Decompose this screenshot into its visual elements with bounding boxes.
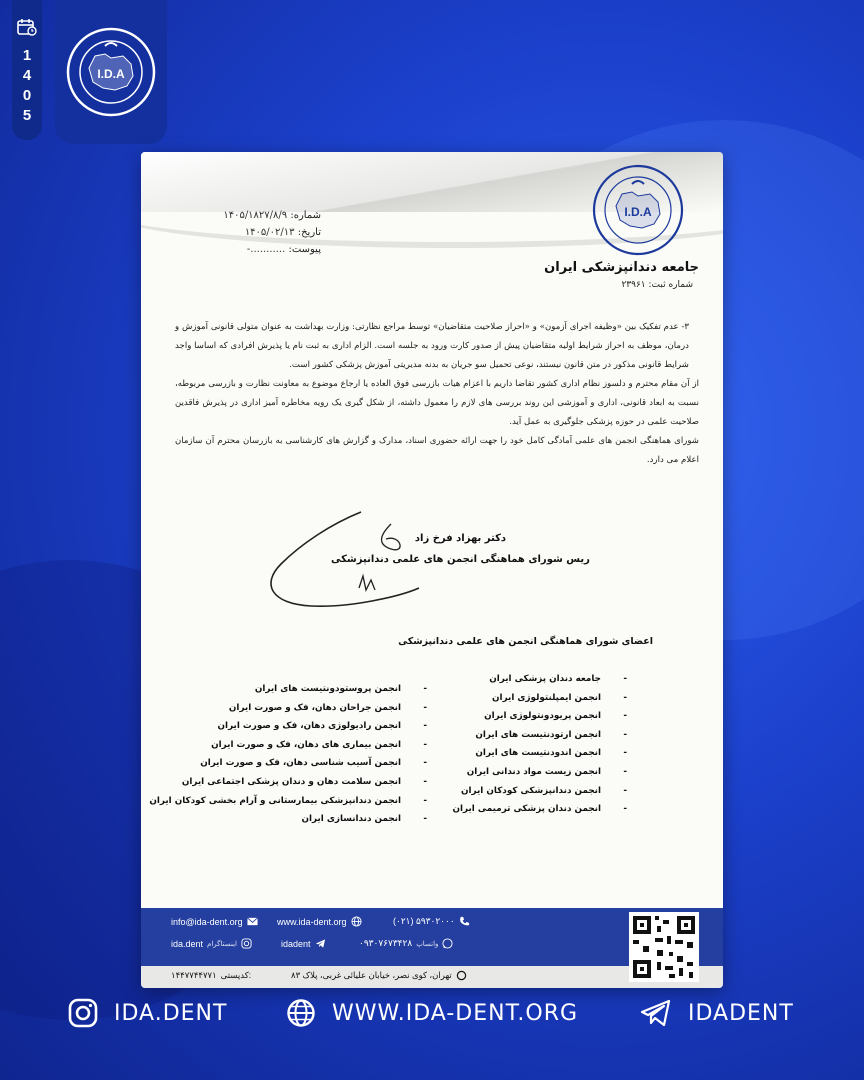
globe-icon xyxy=(351,916,362,927)
member-item: - انجمن ایمپلنتولوژی ایران xyxy=(452,689,627,708)
footer-email xyxy=(171,916,258,927)
body-paragraph: از آن مقام محترم و دلسوز نظام اداری کشور تقاضا داریم با اعزام هیات بازرسی فوق العاده یا ارجاع موضوع به معاونت نظارت و بازرسی مربوطه، نسبت به ابعاد قانونی، اداری و آموزشی این روند بررسی های لازم را معمول داشته، از شکل گیری یک رویه مخاطره آمیز اداری در پذیرش فاقدین صلاحیت علمی در حوزه پزشکی جلوگیری به عمل آید. xyxy=(175,379,699,427)
attachment-label: پیوست: xyxy=(288,244,321,255)
social-website[interactable] xyxy=(286,993,578,1033)
number-value: ۱۴۰۵/۱۸۲۷/۸/۹ xyxy=(223,210,288,221)
telegram-icon xyxy=(315,938,326,949)
year-digits xyxy=(23,46,31,126)
year-bar xyxy=(12,0,42,140)
body-paragraph: ۳- عدم تفکیک بین «وظیفه اجرای آزمون» و «احراز صلاحیت متقاضیان» توسط مراجع نظارتی: وزارت بهداشت به عنوان متولی قانونی آموزش و درمان، موظف به احراز شرایط اولیه متقاضیان پیش از صدور کارت ورود به جلسه است. الزام اداری به ثبت نام یا پذیرش افرادی که اساسا واجد شرایط قانونی مذکور در متن قانون نیستند، نوعی تحمیل سو جریان به بدنه مدیریتی آموزش پزشکی کشور است. xyxy=(175,322,689,370)
number-label: شماره: xyxy=(290,210,321,221)
telegram-icon xyxy=(640,998,672,1028)
footer-address xyxy=(291,970,467,981)
document-logo-abbr: I.D.A xyxy=(624,205,652,219)
year-digit: 4 xyxy=(22,67,32,84)
signer-title: ریس شورای هماهنگی انجمن های علمی دندانپزشکی xyxy=(331,554,590,565)
footer-postal xyxy=(171,970,251,981)
instagram-label: اینستاگرام xyxy=(207,940,237,948)
body-paragraph: شورای هماهنگی انجمن های علمی آمادگی کامل خود را جهت ارائه حضوری اسناد، مدارک و گزارش های کارشناسی به بازرسان محترم آن سازمان اعلام می دارد. xyxy=(175,436,699,465)
date-value: ۱۴۰۵/۰۲/۱۳ xyxy=(244,227,295,238)
phone-text: (۰۲۱) ۵۹۳۰۲۰۰۰ xyxy=(393,916,455,926)
member-item: - انجمن زیست مواد دندانی ایران xyxy=(452,763,627,782)
mail-icon xyxy=(247,916,258,927)
whatsapp-number: ۰۹۳۰۷۶۷۳۴۲۸ xyxy=(359,938,413,948)
letter-document xyxy=(141,152,723,988)
address-text: تهران، کوی نصر، خیابان علیائی غربی، پلاک ۸۳ xyxy=(291,970,452,980)
social-instagram[interactable] xyxy=(68,993,227,1033)
member-item: - انجمن دندانپزشکی کودکان ایران xyxy=(452,782,627,801)
instagram-icon xyxy=(68,998,98,1028)
reference-block xyxy=(171,207,321,258)
footer-website xyxy=(277,916,362,927)
letter-body xyxy=(175,318,699,470)
member-item: - انجمن ارتودنتیست های ایران xyxy=(452,726,627,745)
whatsapp-icon xyxy=(442,938,453,949)
year-digit: 0 xyxy=(22,87,32,104)
postal-code: ۱۴۴۷۷۴۴۷۷۱ xyxy=(171,970,217,980)
member-item: - انجمن دندان پزشکی ترمیمی ایران xyxy=(452,800,627,819)
whatsapp-label: واتساپ xyxy=(416,940,439,948)
member-item: - جامعه دندان پزشکی ایران xyxy=(452,670,627,689)
ida-logo-box xyxy=(55,0,167,144)
telegram-handle: idadent xyxy=(281,938,311,949)
member-item: - انجمن دندانپزشکی بیمارستانی و آرام بخشی کودکان ایران xyxy=(149,792,427,811)
postal-label: کدپستی: xyxy=(220,970,252,980)
attachment-value: ...........- xyxy=(246,244,286,255)
member-item: - انجمن سلامت دهان و دندان پزشکی اجتماعی ایران xyxy=(149,773,427,792)
footer-instagram xyxy=(171,938,252,949)
phone-icon xyxy=(459,916,470,927)
member-item: - انجمن پریودونتولوژی ایران xyxy=(452,707,627,726)
member-item: - انجمن بیماری های دهان، فک و صورت ایران xyxy=(149,736,427,755)
calendar-icon xyxy=(17,18,37,36)
email-text: info@ida-dent.org xyxy=(171,916,243,927)
date-label: تاریخ: xyxy=(297,227,321,238)
organization-name: جامعه دندانپزشکی ایران xyxy=(544,260,699,275)
handwritten-signature xyxy=(241,504,431,614)
member-item: - انجمن آسیب شناسی دهان، فک و صورت ایران xyxy=(149,754,427,773)
footer-whatsapp xyxy=(359,938,453,949)
reg-label: شماره ثبت: xyxy=(648,280,693,290)
member-item: - انجمن جراحان دهان، فک و صورت ایران xyxy=(149,699,427,718)
member-item: - انجمن پروستودونتیست های ایران xyxy=(149,680,427,699)
year-digit: 5 xyxy=(22,107,32,124)
letter-footer xyxy=(141,908,723,988)
year-digit: 1 xyxy=(22,47,32,64)
registration-number xyxy=(621,280,693,290)
instagram-handle: ida.dent xyxy=(171,938,204,949)
members-list-left xyxy=(149,680,427,829)
globe-icon xyxy=(286,998,316,1028)
members-list-right xyxy=(452,670,627,819)
ida-logo xyxy=(65,26,157,118)
signer-name: دکتر بهزاد فرخ زاد xyxy=(414,533,507,544)
website-text: WWW.IDA-DENT.ORG xyxy=(332,1000,579,1026)
member-item: - انجمن رادیولوژی دهان، فک و صورت ایران xyxy=(149,717,427,736)
website-text: www.ida-dent.org xyxy=(277,916,347,927)
footer-telegram xyxy=(281,938,326,949)
instagram-icon xyxy=(241,938,252,949)
members-title: اعضای شورای هماهنگی انجمن های علمی دندانپزشکی xyxy=(398,636,653,647)
member-item: - انجمن اندودنتیست های ایران xyxy=(452,744,627,763)
telegram-text: IDADENT xyxy=(688,1000,794,1026)
location-icon xyxy=(456,970,467,981)
instagram-text: IDA.DENT xyxy=(114,1000,228,1026)
social-bar xyxy=(0,993,864,1043)
qr-code xyxy=(629,912,699,982)
member-item: - انجمن دندانسازی ایران xyxy=(149,810,427,829)
reg-value: ۲۳۹۶۱ xyxy=(621,280,646,290)
footer-phone xyxy=(393,916,470,927)
document-logo xyxy=(576,160,701,260)
logo-abbr: I.D.A xyxy=(97,67,125,81)
social-telegram[interactable] xyxy=(640,993,794,1033)
